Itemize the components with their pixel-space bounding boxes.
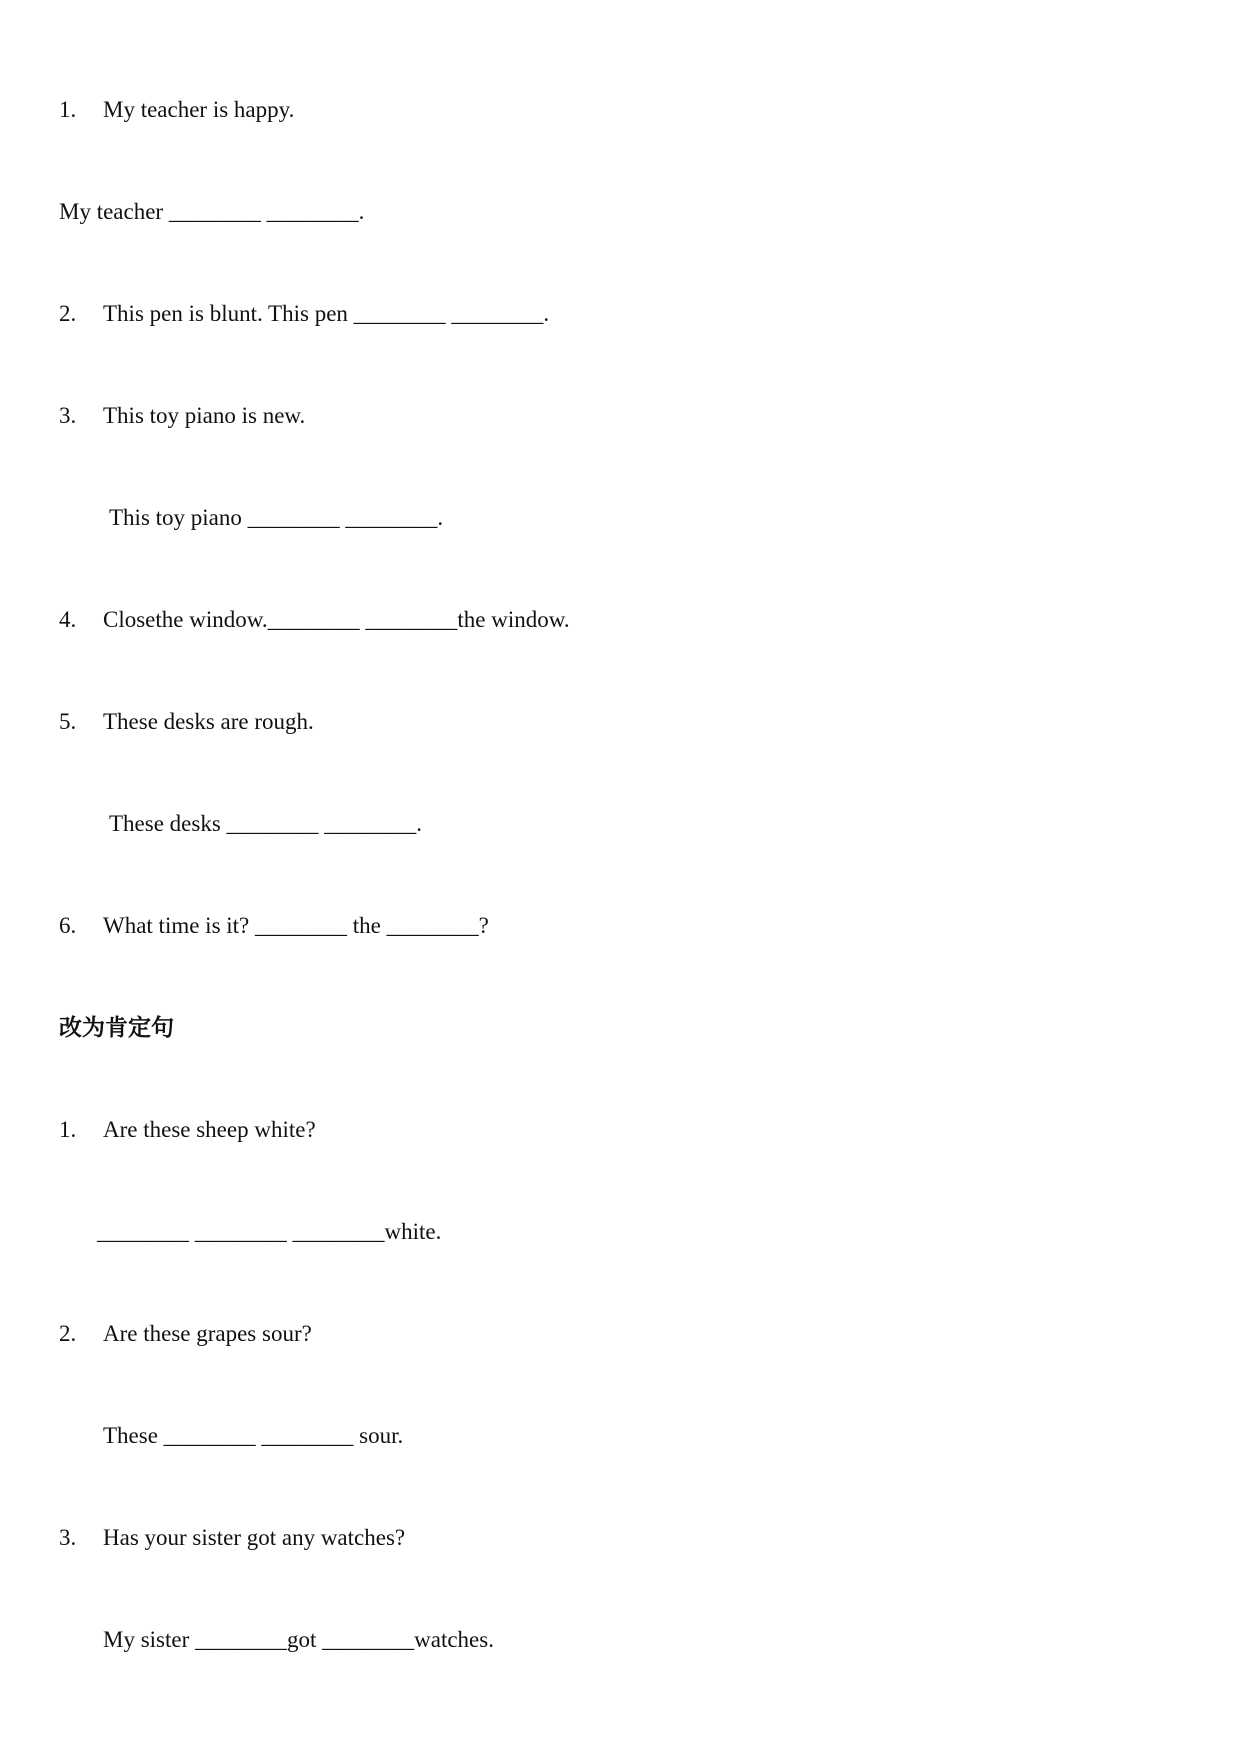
answer-line: This toy piano ________ ________. — [109, 505, 444, 530]
question-text: This pen is blunt. This pen ________ ________. — [103, 301, 550, 326]
section-heading: 改为肯定句 — [59, 1015, 174, 1041]
item-number: 5. — [59, 709, 77, 734]
question-text: These desks are rough. — [103, 709, 314, 734]
item-number: 3. — [59, 403, 77, 428]
answer-line: My sister ________got ________watches. — [103, 1627, 494, 1652]
question-text: Are these sheep white? — [103, 1117, 316, 1142]
item-number: 1. — [59, 1117, 77, 1142]
answer-line: ________ ________ ________white. — [97, 1219, 442, 1244]
question-text: This toy piano is new. — [103, 403, 306, 428]
answer-line: These desks ________ ________. — [109, 811, 423, 836]
question-text: My teacher is happy. — [103, 97, 295, 122]
answer-line: My teacher ________ ________. — [59, 199, 365, 224]
answer-line: These ________ ________ sour. — [103, 1423, 404, 1448]
item-number: 4. — [59, 607, 77, 632]
item-number: 1. — [59, 97, 77, 122]
item-number: 2. — [59, 1321, 77, 1346]
question-text: Closethe window.________ ________the window. — [103, 607, 570, 632]
item-number: 3. — [59, 1525, 77, 1550]
question-text: What time is it? ________ the ________? — [103, 913, 489, 938]
question-text: Are these grapes sour? — [103, 1321, 312, 1346]
item-number: 6. — [59, 913, 77, 938]
question-text: Has your sister got any watches? — [103, 1525, 406, 1550]
item-number: 2. — [59, 301, 77, 326]
